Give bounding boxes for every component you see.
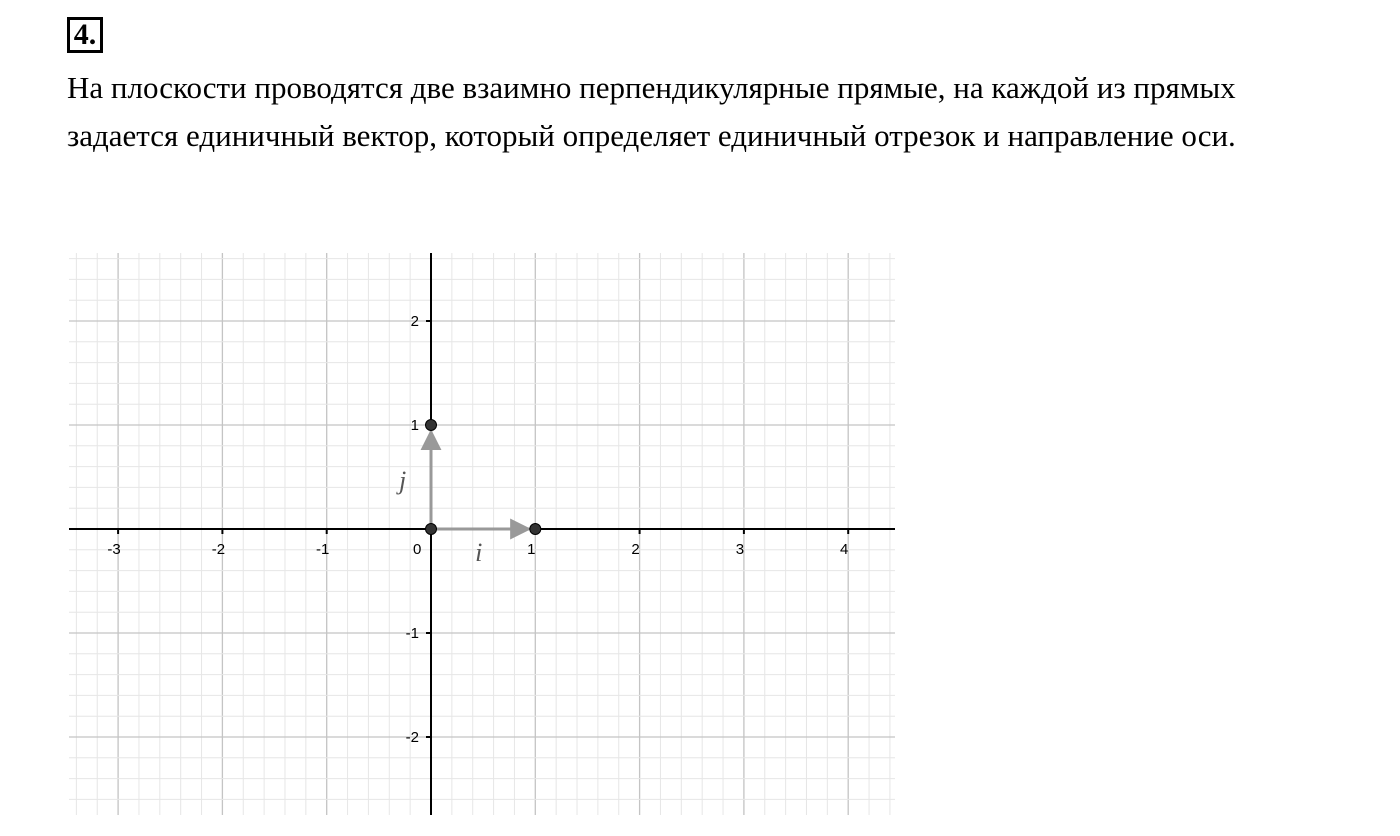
point-marker	[426, 420, 437, 431]
axes	[69, 253, 895, 815]
point-marker	[530, 524, 541, 535]
task-number: 4.	[67, 17, 103, 53]
point-marker	[426, 524, 437, 535]
x-tick-label: 2	[631, 541, 640, 558]
x-tick-label: -3	[107, 541, 121, 558]
y-tick-label: 2	[410, 313, 419, 330]
x-tick-label: 1	[527, 541, 536, 558]
task-text: На плоскости проводятся две взаимно перпендикулярные прямые, на каждой из прямых задается единичный вектор, который определяет единичный отрезок и направление оси.	[67, 70, 1236, 153]
x-tick-label: 4	[840, 541, 849, 558]
points	[426, 420, 541, 535]
y-tick-label: -2	[405, 729, 419, 746]
vector-label: j⃗	[399, 466, 427, 495]
x-tick-label: 0	[413, 541, 422, 558]
y-tick-label: 1	[410, 417, 419, 434]
grid	[69, 253, 895, 815]
x-tick-label: -2	[211, 541, 226, 558]
vector-label: i⃗	[475, 538, 503, 567]
x-tick-label: -1	[316, 541, 330, 558]
x-tick-label: 3	[735, 541, 745, 558]
y-tick-label: -1	[405, 625, 419, 642]
